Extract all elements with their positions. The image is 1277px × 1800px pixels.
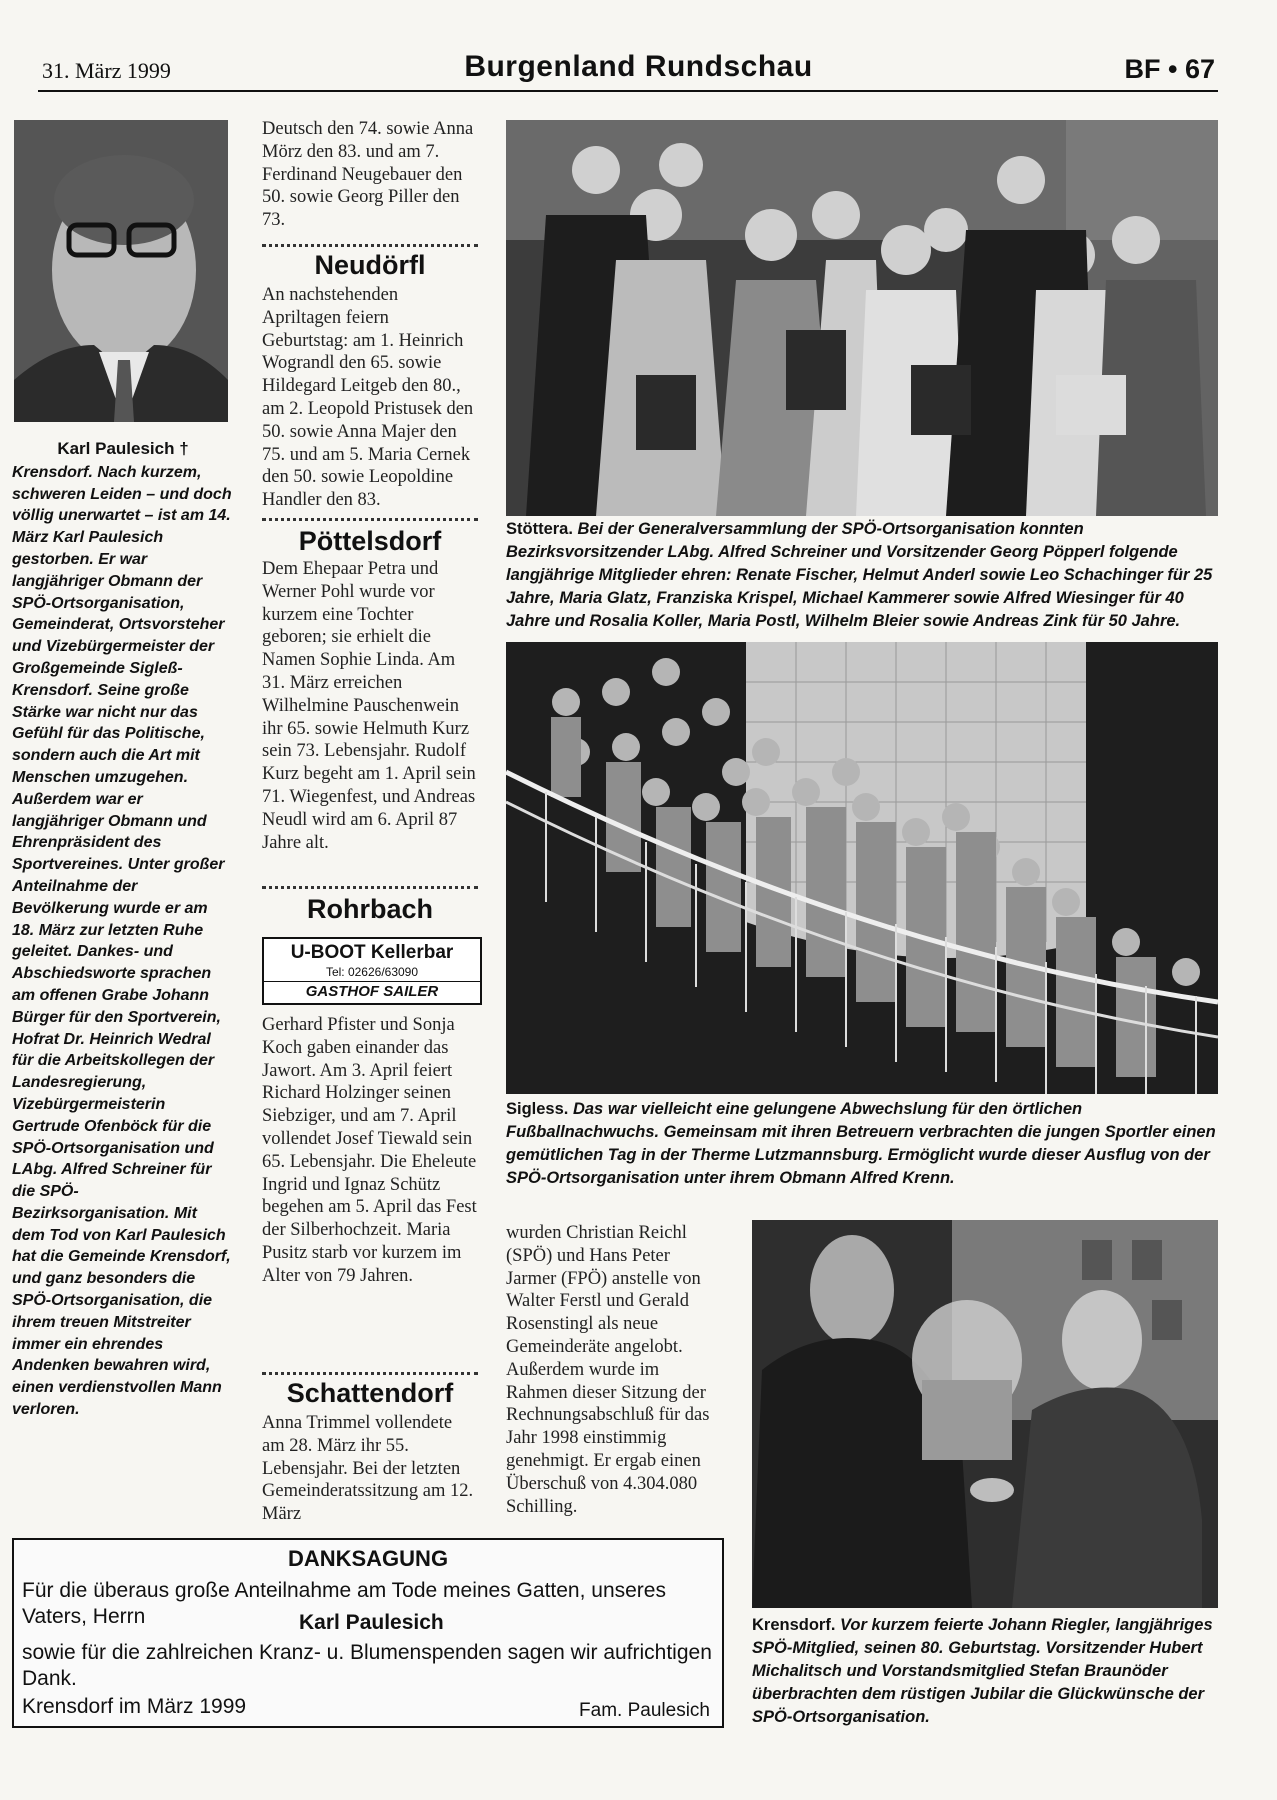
danksagung-signature: Fam. Paulesich [579, 1700, 710, 1721]
section-divider [262, 518, 478, 521]
caption-stoettera [506, 518, 1218, 633]
portrait-photo-karl-paulesich [14, 120, 228, 422]
section-title-neudoerfl: Neudörfl [314, 250, 426, 280]
danksagung-deceased-name: Karl Paulesich [299, 1611, 444, 1634]
caption-sigless-place: Sigless. [506, 1100, 569, 1118]
rohrbach-text: Gerhard Pfister und Sonja Koch gaben einander das Jawort. Am 3. April feiert Richard Holzinger seinen Siebziger, und am 7. April vollendet Josef Tiewald sein 65. Lebensjahr. Die Eheleute Ingrid und Ignaz Schütz begehen am 5. April das Fest der Silberhochzeit. Maria Pusitz starb vor kurzem im Alter von 79 Jahren. [262, 1015, 477, 1286]
section-divider [262, 244, 478, 247]
section-divider [262, 1372, 478, 1375]
newspaper-title: Burgenland Rundschau [464, 50, 813, 83]
caption-sigless-text: Das war vielleicht eine gelungene Abwechslung für den örtlichen Fußballnachwuchs. Gemeinsam mit ihren Betreuern verbrachten die jungen Sportler einen gemütlichen Tag in der Therme Lutzmannsburg. Ermöglicht wurde dieser Ausflug von der SPÖ-Ortsorganisation unter ihrem Obmann Alfred Krenn. [506, 1100, 1216, 1187]
caption-stoettera-text: Bei der Generalversammlung der SPÖ-Ortsorganisation konnten Bezirksvorsitzender LAbg. Alfred Schreiner und Vorsitzender Georg Pöpperl folgende langjährige Mitglieder ehren: Renate Fischer, Helmut Anderl sowie Leo Schachinger für 25 Jahre, Maria Glatz, Franziska Krispel, Michael Kammerer sowie Alfred Wiesinger für 40 Jahre und Rosalia Koller, Maria Postl, Wilhelm Bleier sowie Andreas Zink für 50 Jahre. [506, 520, 1213, 630]
photo-krensdorf-birthday [752, 1220, 1218, 1608]
caption-krensdorf [752, 1614, 1218, 1729]
section-title-rohrbach: Rohrbach [306, 894, 433, 924]
ad-telephone: Tel: 02626/63090 [325, 965, 419, 979]
caption-krensdorf-text: Vor kurzem feierte Johann Riegler, langjähriges SPÖ-Mitglied, seinen 80. Geburtstag. Vorsitzender Hubert Michalitsch und Vorstandsmitglied Stefan Braunöder überbrachten dem rüstigen Jubilar die Glückwünsche der SPÖ-Ortsorganisation. [752, 1616, 1213, 1726]
caption-krensdorf-place: Krensdorf. [752, 1616, 836, 1634]
section-divider [262, 886, 478, 889]
schattendorf-continued-text: wurden Christian Reichl (SPÖ) und Hans Peter Jarmer (FPÖ) anstelle von Walter Ferstl und Gerald Rosenstingl als neue Gemeinderäte angelobt. Außerdem wurde im Rahmen dieser Sitzung der Rechnungsabschluß für das Jahr 1998 einstimmig genehmigt. Er ergab einen Überschuß von 4.304.080 Schilling. [506, 1223, 710, 1517]
danksagung-line-4: Dank. [22, 1667, 77, 1690]
neudoerfl-text: An nachstehenden Apriltagen feiern Geburtstag: am 1. Heinrich Wograndl den 65. sowie Hildegard Leitgeb den 80., am 2. Leopold Pristusek den 50. sowie Anna Majer den 75. und am 5. Maria Cernek den 50. sowie Leopoldine Handler den 83. [262, 285, 474, 511]
page-number: BF • 67 [1124, 54, 1215, 84]
section-title-poettelsdorf: Pöttelsdorf [298, 526, 442, 556]
obituary-text: Krensdorf. Nach kurzem, schweren Leiden – und doch völlig unerwartet – ist am 14. März Karl Paulesich gestorben. Er war langjähriger Obmann der SPÖ-Ortsorganisation, Gemeinderat, Ortsvorsteher und Vizebürgermeister der Großgemeinde Sigleß-Krensdorf. Seine große Stärke war nicht nur das Gefühl für das Politische, sondern auch die Art mit Menschen umzugehen. Außerdem war er langjähriger Obmann und Ehrenpräsident des Sportvereines. Unter großer Anteilnahme der Bevölkerung wurde er am 18. März zur letzten Ruhe geleitet. Dankes- und Abschiedsworte sprachen am offenen Grabe Johann Bürger für den Sportverein, Hofrat Dr. Heinrich Wedral für die Arbeitskollegen der Landesregierung, Vizebürgermeisterin Gertrude Ofenböck für die SPÖ-Ortsorganisation und LAbg. Alfred Schreiner für die SPÖ-Bezirksorganisation. Mit dem Tod von Karl Paulesich hat die Gemeinde Krensdorf, und ganz besonders die SPÖ-Ortsorganisation, die ihrem treuen Mitstreiter immer ein ehrendes Andenken bewahren wird, einen verdienstvollen Mann verloren. [12, 463, 232, 1419]
photo-sigless-swimming [506, 642, 1218, 1094]
photo-stoettera-group [506, 120, 1218, 516]
schattendorf-text: Anna Trimmel vollendete am 28. März ihr 55. Lebensjahr. Bei der letzten Gemeinderatssitzung am 12. März [262, 1413, 474, 1525]
danksagung-line-3: sowie für die zahlreichen Kranz- u. Blumenspenden sagen wir aufrichtigen [22, 1641, 712, 1664]
caption-stoettera-place: Stöttera. [506, 520, 573, 538]
danksagung-heading: DANKSAGUNG [287, 1546, 449, 1571]
ad-gasthof: GASTHOF SAILER [264, 981, 480, 1000]
danksagung-line-1: Für die überaus große Anteilnahme am Tode meines Gatten, unseres [22, 1579, 666, 1602]
header-rule [38, 90, 1218, 92]
issue-date: 31. März 1999 [42, 58, 171, 83]
danksagung-place-date: Krensdorf im März 1999 [22, 1695, 247, 1718]
danksagung-line-2: Vaters, Herrn [22, 1605, 146, 1628]
danksagung-notice [12, 1538, 724, 1728]
section-title-schattendorf: Schattendorf [286, 1378, 454, 1408]
middle-intro-text: Deutsch den 74. sowie Anna Mörz den 83. und am 7. Ferdinand Neugebauer den 50. sowie Georg Piller den 73. [262, 119, 474, 231]
poettelsdorf-text: Dem Ehepaar Petra und Werner Pohl wurde vor kurzem eine Tochter geboren; sie erhielt die Namen Sophie Linda. Am 31. März erreichen Wilhelmine Pauschenwein ihr 65. sowie Helmuth Kurz sein 73. Lebensjahr. Rudolf Kurz begeht am 1. April sein 71. Wiegenfest, und Andreas Neudl wird am 6. April 87 Jahre alt. [262, 559, 476, 853]
ad-name: U-BOOT Kellerbar [290, 942, 454, 963]
obituary-article [12, 438, 234, 1421]
advertisement-uboot-kellerbar [262, 937, 482, 1005]
caption-sigless [506, 1098, 1218, 1190]
obituary-heading: Karl Paulesich † [57, 439, 189, 458]
